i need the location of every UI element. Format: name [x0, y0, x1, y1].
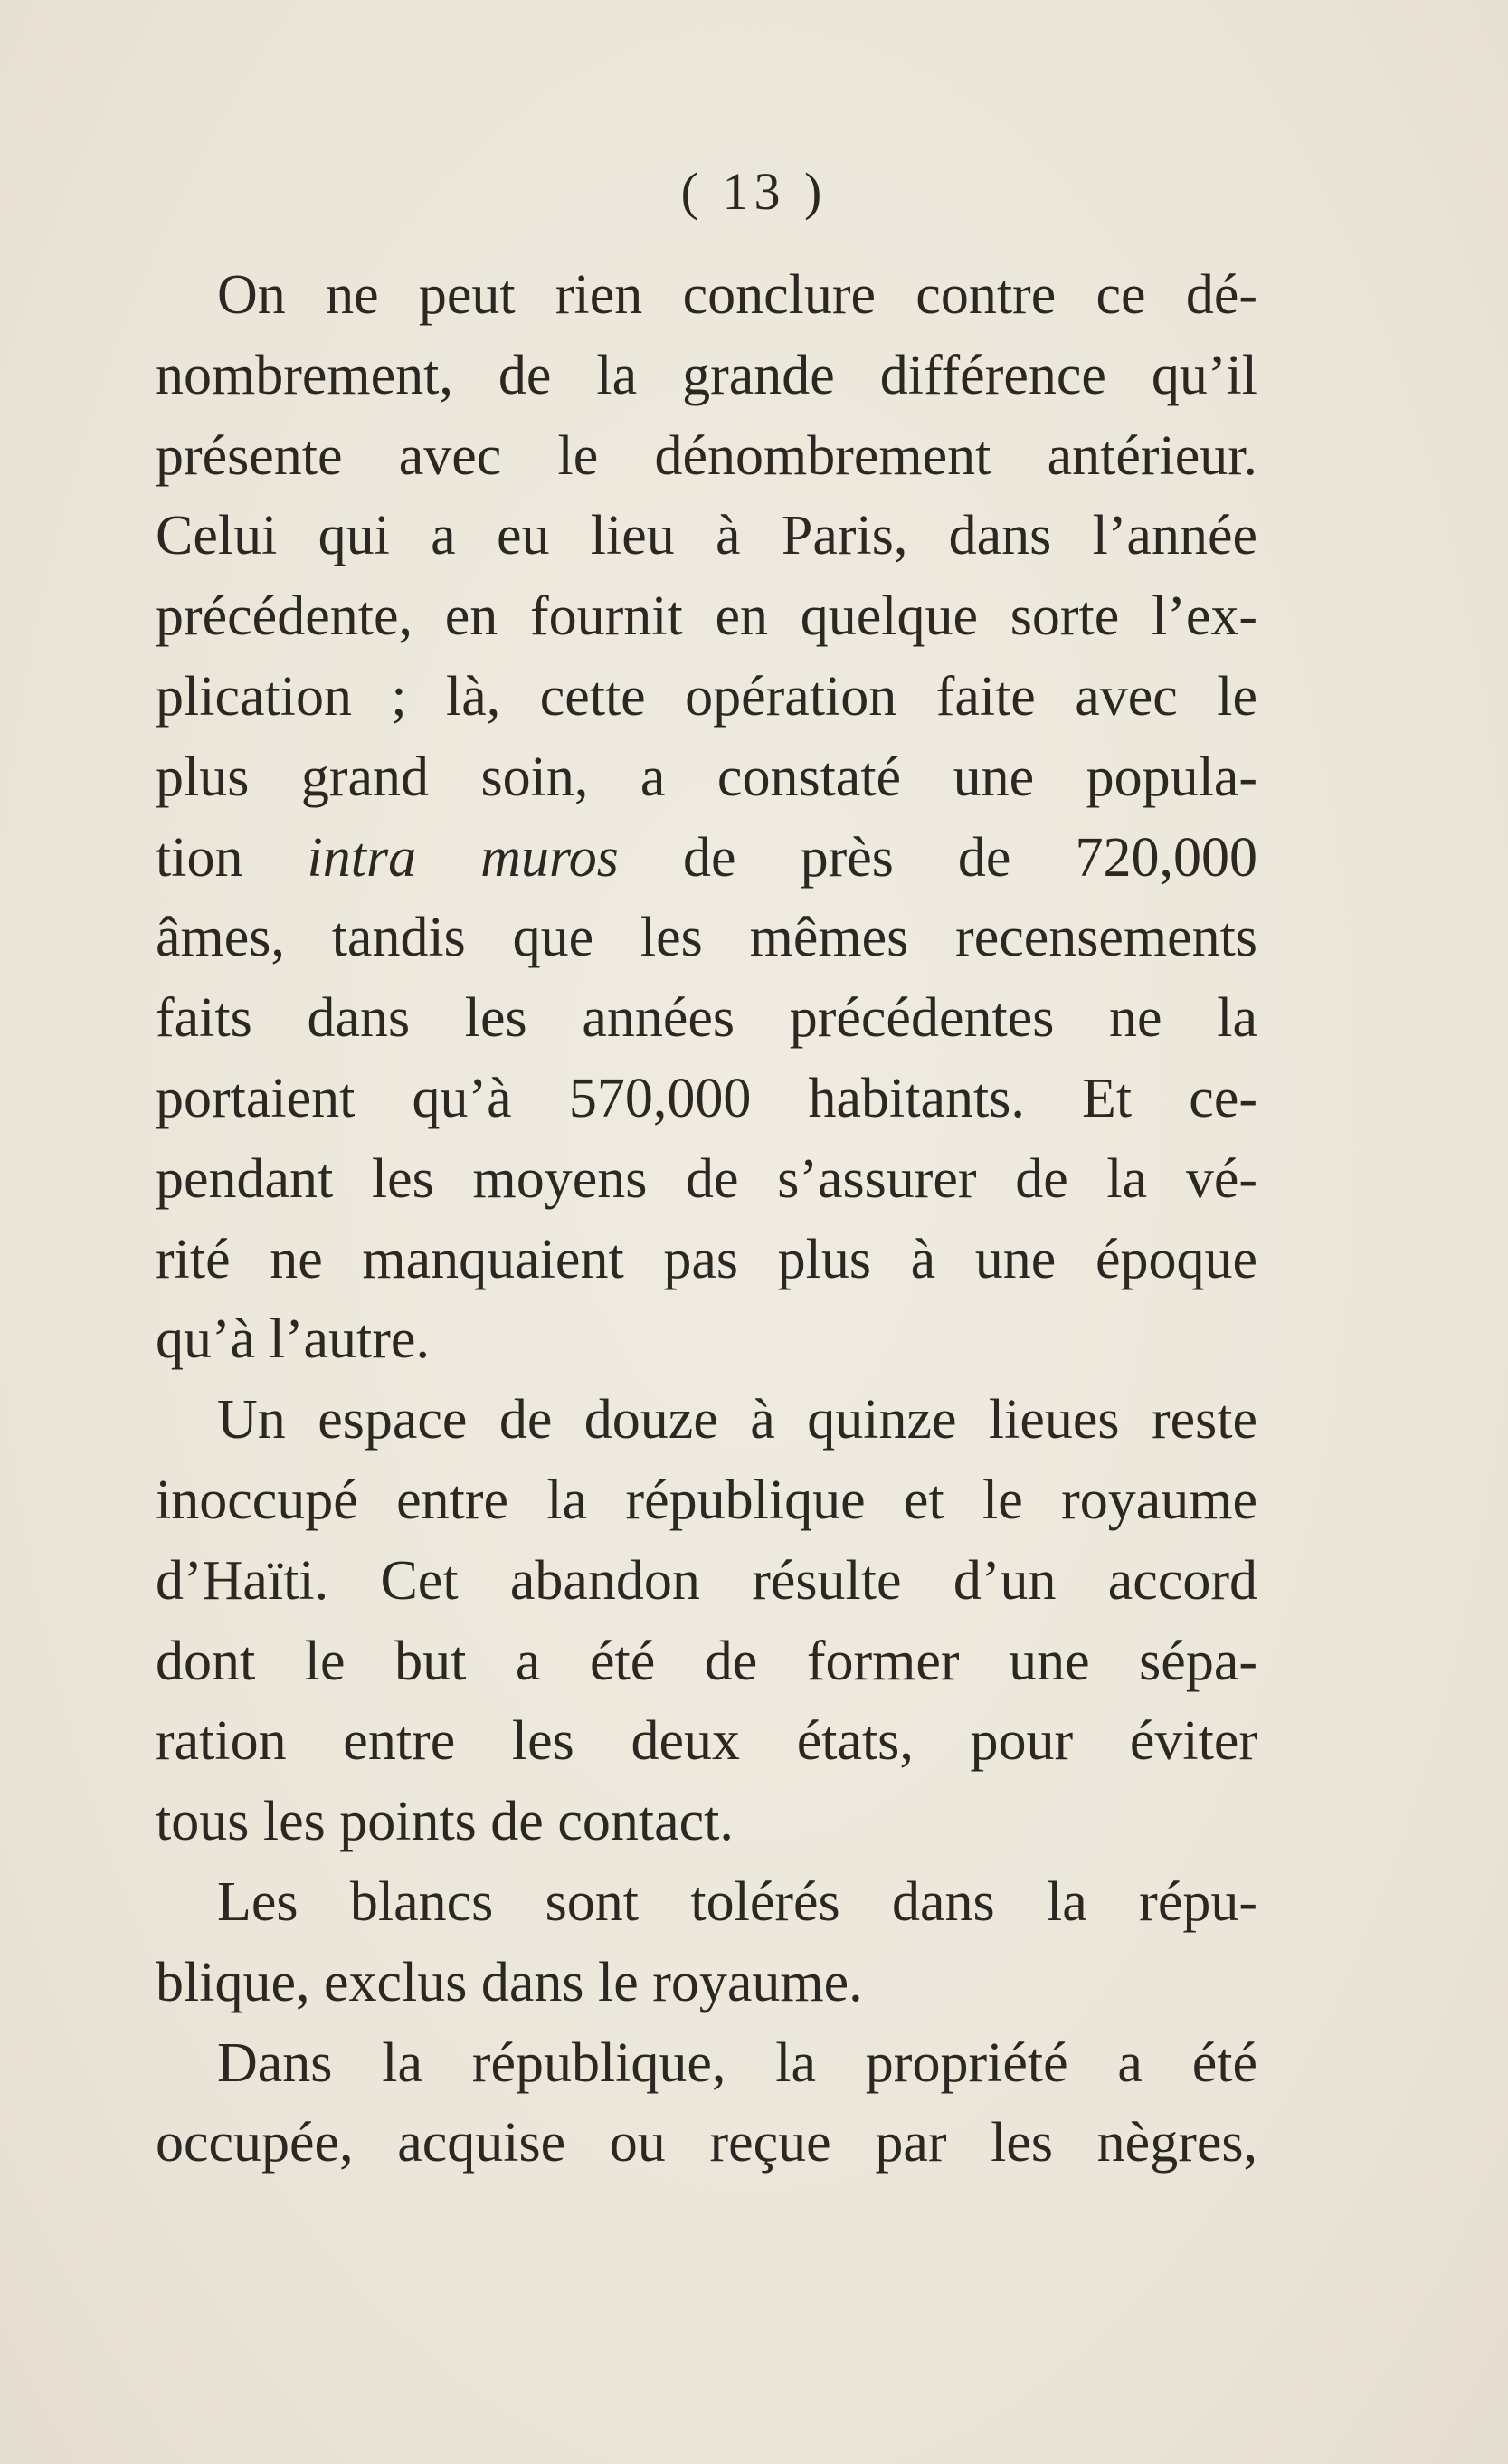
text-line: Un espace de douze à quinze lieues reste [217, 1389, 1257, 1451]
text-line: Dans la république, la propriété a été [217, 2031, 1257, 2094]
text-line: précédente, en fournit en quelque sorte l’ex- [156, 585, 1257, 648]
text-line: Les blancs sont tolérés dans la répu- [217, 1870, 1257, 1933]
body-text [156, 255, 1257, 2183]
text-line: inoccupé entre la république et le royaume [156, 1469, 1257, 1531]
text-line: ration entre les deux états, pour éviter [156, 1710, 1257, 1773]
text-line: d’Haïti. Cet abandon résulte d’un accord [156, 1549, 1257, 1612]
text-line: faits dans les années précédentes ne la [156, 987, 1257, 1050]
page-number: ( 13 ) [680, 162, 828, 221]
text-line: dont le but a été de former une sépa- [156, 1630, 1257, 1692]
text-line: tous les points de contact. [156, 1791, 734, 1853]
text-line: plus grand soin, a constaté une popula- [156, 746, 1257, 808]
text-segment: tion [156, 826, 243, 889]
text-line: On ne peut rien conclure contre ce dé- [217, 264, 1257, 326]
text-line-with-italic [156, 818, 1257, 899]
text-line: occupée, acquise ou reçue par les nègres, [156, 2112, 1257, 2174]
text-line: portaient qu’à 570,000 habitants. Et ce- [156, 1067, 1257, 1129]
italic-phrase: intra muros [307, 826, 619, 889]
text-line: âmes, tandis que les mêmes recensements [156, 907, 1257, 969]
text-line: nombrement, de la grande différence qu’il [156, 344, 1257, 406]
text-segment: de près de 720,000 [682, 826, 1258, 889]
text-line: pendant les moyens de s’assurer de la vé- [156, 1147, 1257, 1210]
text-line: qu’à l’autre. [156, 1308, 430, 1371]
text-line: Celui qui a eu lieu à Paris, dans l’année [156, 505, 1257, 567]
text-line: blique, exclus dans le royaume. [156, 1951, 863, 2013]
text-line: présente avec le dénombrement antérieur. [156, 424, 1257, 487]
text-line: plication ; là, cette opération faite avec le [156, 665, 1257, 728]
text-line: rité ne manquaient pas plus à une époque [156, 1228, 1257, 1290]
